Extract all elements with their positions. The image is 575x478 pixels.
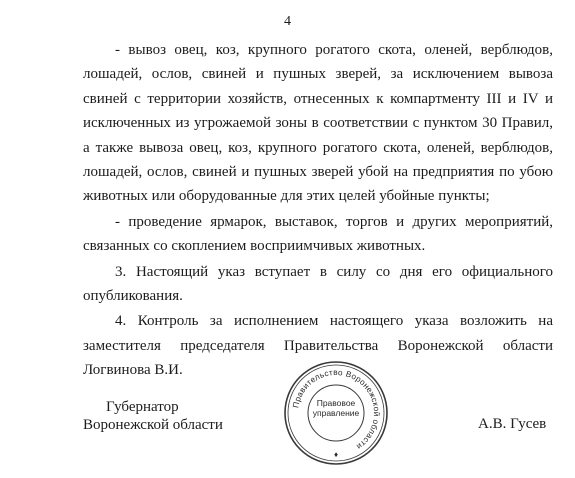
seal-center-line2: управление: [312, 408, 360, 418]
signatory-title-line2: Воронежской области: [83, 417, 223, 433]
paragraph-livestock-export: - вывоз овец, коз, крупного рогатого скота, оленей, верблюдов, лошадей, ослов, свиней и пушных зверей, за исключением вывоза свиней с территории хозяйств, отнесенных к компартменту III и IV и исключенных из угрожаемой зоны в соответствии с пунктом 30 Правил, а также вывоза овец, коз, крупного рогатого скота, оленей, верблюдов, лошадей, ослов, свиней и пушных зверей убой на предприятия по убою животных или оборудованные для этих целей убойные пункты;: [83, 42, 553, 205]
signatory-title-line1: Губернатор: [106, 399, 179, 415]
seal-center-text: [312, 398, 360, 418]
signatory-title: [83, 398, 223, 434]
paragraph-fairs-ban: - проведение ярмарок, выставок, торгов и других мероприятий, связанных со скоплением восприимчивых животных.: [83, 213, 553, 255]
paragraph-effective-date: 3. Настоящий указ вступает в силу со дня его официального опубликования.: [83, 263, 553, 305]
svg-text:Правительство Воронежской обла: Правительство Воронежской области: [291, 367, 382, 452]
paragraph-control: 4. Контроль за исполнением настоящего указа возложить на заместителя председателя Правительства Воронежской области Логвинова В.И.: [83, 313, 553, 379]
signatory-name: А.В. Гусев: [478, 416, 547, 432]
svg-text:♦: ♦: [333, 450, 339, 459]
seal-center-line1: Правовое: [316, 398, 356, 408]
body-text: [83, 38, 553, 383]
page-number: 4: [284, 14, 291, 29]
